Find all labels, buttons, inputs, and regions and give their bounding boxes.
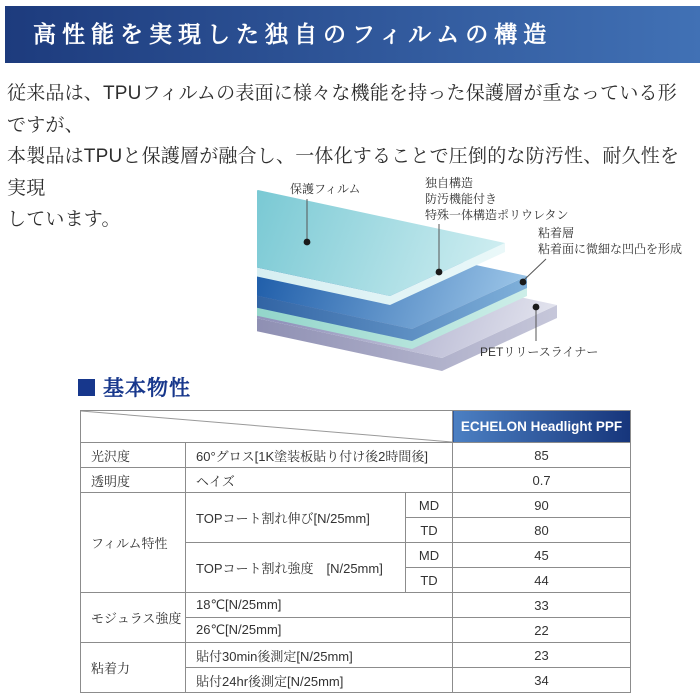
table-row (81, 443, 631, 468)
product-column-header: ECHELON Headlight PPF (453, 411, 631, 443)
condition-haze: ヘイズ (186, 468, 453, 493)
diagonal-line (81, 411, 452, 442)
condition-modulus-18: 18℃[N/25mm] (186, 593, 453, 618)
direction-md: MD (406, 543, 453, 568)
spec-table-container (80, 410, 631, 693)
condition-adhesion-24hr: 貼付24hr後測定[N/25mm] (186, 668, 453, 693)
direction-td: TD (406, 518, 453, 543)
page-title: 高性能を実現した独自のフィルムの構造 (33, 22, 553, 47)
condition-strength: TOPコート割れ強度 [N/25mm] (186, 543, 406, 593)
intro-line-3: しています。 (7, 209, 121, 230)
film-structure-diagram (0, 170, 700, 385)
category-gloss: 光沢度 (81, 443, 186, 468)
value-modulus-26: 22 (453, 618, 631, 643)
label-unique-structure-line2: 防汚機能付き (425, 192, 498, 206)
value-strength-td: 44 (453, 568, 631, 593)
section-heading (78, 372, 191, 402)
direction-md: MD (406, 493, 453, 518)
condition-elongation: TOPコート割れ伸び[N/25mm] (186, 493, 406, 543)
label-unique-structure-line3: 特殊一体構造ポリウレタン (425, 208, 569, 222)
table-row (81, 468, 631, 493)
value-elongation-td: 80 (453, 518, 631, 543)
table-header-row (81, 411, 631, 443)
value-adhesion-30min: 23 (453, 643, 631, 668)
label-unique-structure (425, 175, 569, 223)
category-film-properties: フィルム特性 (81, 493, 186, 593)
value-elongation-md: 90 (453, 493, 631, 518)
diagonal-header-cell (81, 411, 453, 443)
table-row (81, 593, 631, 618)
category-haze: 透明度 (81, 468, 186, 493)
intro-line-2: 本製品はTPUと保護層が融合し、一体化することで圧倒的な防汚性、耐久性を実現 (7, 146, 680, 199)
value-gloss: 85 (453, 443, 631, 468)
label-unique-structure-line1: 独自構造 (425, 176, 474, 190)
table-row (81, 643, 631, 668)
label-protective-film: 保護フィルム (290, 182, 361, 196)
condition-gloss: 60°グロス[1K塗装板貼り付け後2時間後] (186, 443, 453, 468)
value-strength-md: 45 (453, 543, 631, 568)
value-modulus-18: 33 (453, 593, 631, 618)
label-pet-liner: PETリリースライナー (480, 345, 599, 359)
label-adhesive (538, 225, 682, 257)
section-square-icon (78, 379, 95, 396)
table-row (81, 493, 631, 518)
direction-td: TD (406, 568, 453, 593)
value-haze: 0.7 (453, 468, 631, 493)
category-modulus: モジュラス強度 (81, 593, 186, 643)
condition-modulus-26: 26℃[N/25mm] (186, 618, 453, 643)
intro-line-1: 従来品は、TPUフィルムの表面に様々な機能を持った保護層が重なっている形ですが、 (7, 83, 677, 136)
label-adhesive-line2: 粘着面に微細な凹凸を形成 (538, 242, 683, 256)
section-title: 基本物性 (103, 377, 191, 400)
basic-properties-table (80, 410, 631, 693)
condition-adhesion-30min: 貼付30min後測定[N/25mm] (186, 643, 453, 668)
label-adhesive-line1: 粘着層 (538, 226, 575, 240)
title-bar (5, 6, 700, 63)
category-adhesion: 粘着力 (81, 643, 186, 693)
value-adhesion-24hr: 34 (453, 668, 631, 693)
